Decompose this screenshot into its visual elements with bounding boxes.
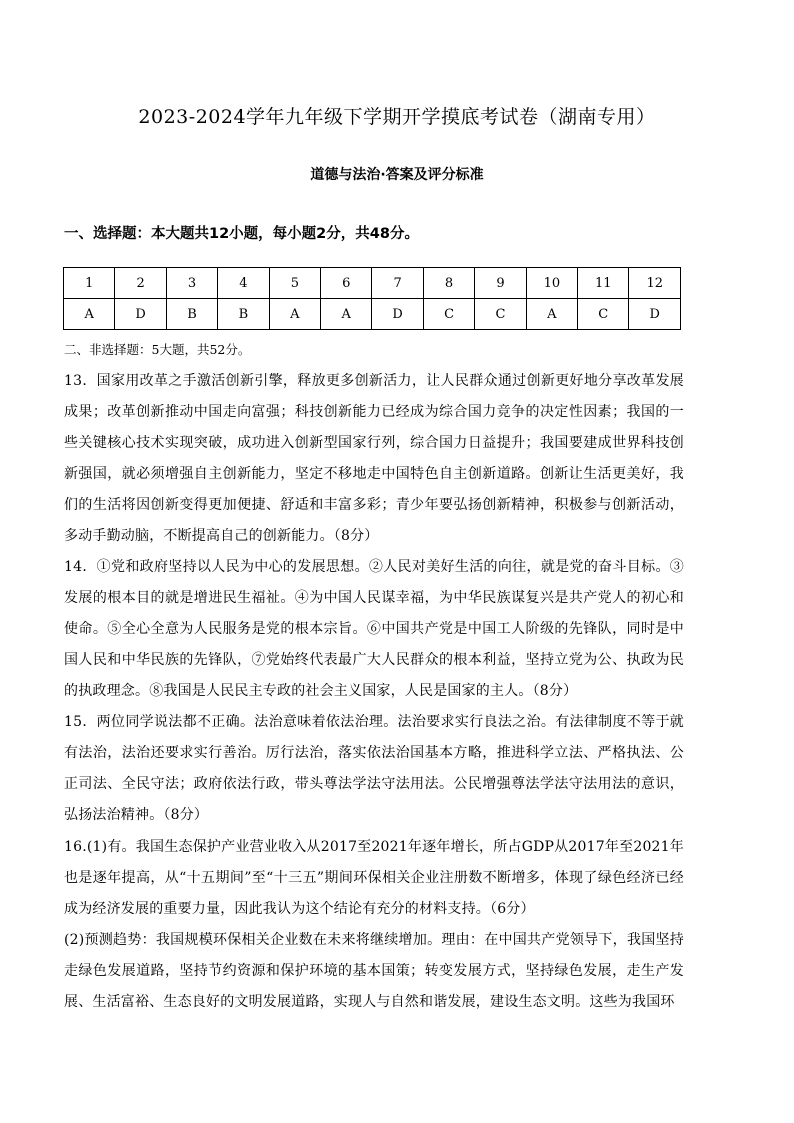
page-subtitle: 道德与法治·答案及评分标准 — [310, 167, 484, 183]
question-number-cell: 2 — [115, 268, 166, 299]
question-number-cell: 1 — [64, 268, 115, 299]
question-number-cell: 6 — [321, 268, 372, 299]
answer-table — [63, 267, 681, 330]
answer-cell: A — [526, 299, 577, 330]
question-number-cell: 3 — [166, 268, 217, 299]
answer-cell: C — [578, 299, 629, 330]
answer-cell: B — [218, 299, 269, 330]
page-title: 2023-2024学年九年级下学期开学摸底考试卷（湖南专用） — [138, 106, 656, 128]
answer-paragraph-q16-part2: (2)预测趋势：我国规模环保相关企业数在未来将继续增加。理由：在中国共产党领导下，我国坚持走绿色发展道路，坚持节约资源和保护环境的基本国策；转变发展方式，坚持绿色发展，走生产发展、生活富裕、生态良好的文明发展道路，实现人与自然和谐发展，建设生态文明。这些为我国环 — [64, 932, 684, 1010]
answer-cell: D — [115, 299, 166, 330]
answer-cell: C — [423, 299, 474, 330]
question-number-cell: 4 — [218, 268, 269, 299]
answer-cell: A — [321, 299, 372, 330]
answer-cell: D — [629, 299, 681, 330]
answer-cell: B — [166, 299, 217, 330]
question-number-cell: 8 — [423, 268, 474, 299]
section-heading-non-choice: 二、非选择题：5大题，共52分。 — [64, 342, 251, 357]
answer-table-number-row — [64, 268, 681, 299]
answer-paragraph-q13: 13．国家用改革之手激活创新引擎，释放更多创新活力，让人民群众通过创新更好地分享改革发展成果；改革创新推动中国走向富强；科技创新能力已经成为综合国力竞争的决定性因素；我国的一些关键核心技术实现突破，成功进入创新型国家行列，综合国力日益提升；我国要建成世界科技创新强国，就必须增强自主创新能力，坚定不移地走中国特色自主创新道路。创新让生活更美好，我们的生活将因创新变得更加便捷、舒适和丰富多彩；青少年要弘扬创新精神，积极参与创新活动，多动手勤动脑，不断提高自己的创新能力。（8分） — [64, 373, 684, 544]
answer-cell: D — [372, 299, 423, 330]
question-number-cell: 7 — [372, 268, 423, 299]
question-number-cell: 12 — [629, 268, 681, 299]
answer-paragraph-q15: 15．两位同学说法都不正确。法治意味着依法治理。法治要求实行良法之治。有法律制度不等于就有法治，法治还要求实行善治。厉行法治，落实依法治国基本方略，推进科学立法、严格执法、公正司法、全民守法；政府依法行政，带头尊法学法守法用法。公民增强尊法学法守法用法的意识，弘扬法治精神。（8分） — [64, 714, 684, 823]
question-number-cell: 11 — [578, 268, 629, 299]
section-heading-choice: 一、选择题：本大题共12小题，每小题2分，共48分。 — [64, 226, 419, 242]
answer-table-answer-row — [64, 299, 681, 330]
answer-cell: C — [475, 299, 526, 330]
answer-paragraph-q14: 14．①党和政府坚持以人民为中心的发展思想。②人民对美好生活的向往，就是党的奋斗目标。③发展的根本目的就是增进民生福祉。④为中国人民谋幸福，为中华民族谋复兴是共产党人的初心和使命。⑤全心全意为人民服务是党的根本宗旨。⑥中国共产党是中国工人阶级的先锋队，同时是中国人民和中华民族的先锋队，⑦党始终代表最广大人民群众的根本利益，坚持立党为公、执政为民的执政理念。⑧我国是人民民主专政的社会主义国家，人民是国家的主人。（8分） — [64, 559, 684, 699]
answer-paragraph-q16-part1: 16.(1)有。我国生态保护产业营业收入从2017至2021年逐年增长，所占GDP从2017年至2021年也是逐年提高，从“十五期间”至“十三五”期间环保相关企业注册数不断增多，体现了绿色经济已经成为经济发展的重要力量，因此我认为这个结论有充分的材料支持。（6分） — [64, 839, 684, 917]
question-number-cell: 9 — [475, 268, 526, 299]
question-number-cell: 5 — [269, 268, 320, 299]
answer-cell: A — [269, 299, 320, 330]
question-number-cell: 10 — [526, 268, 577, 299]
answer-cell: A — [64, 299, 115, 330]
